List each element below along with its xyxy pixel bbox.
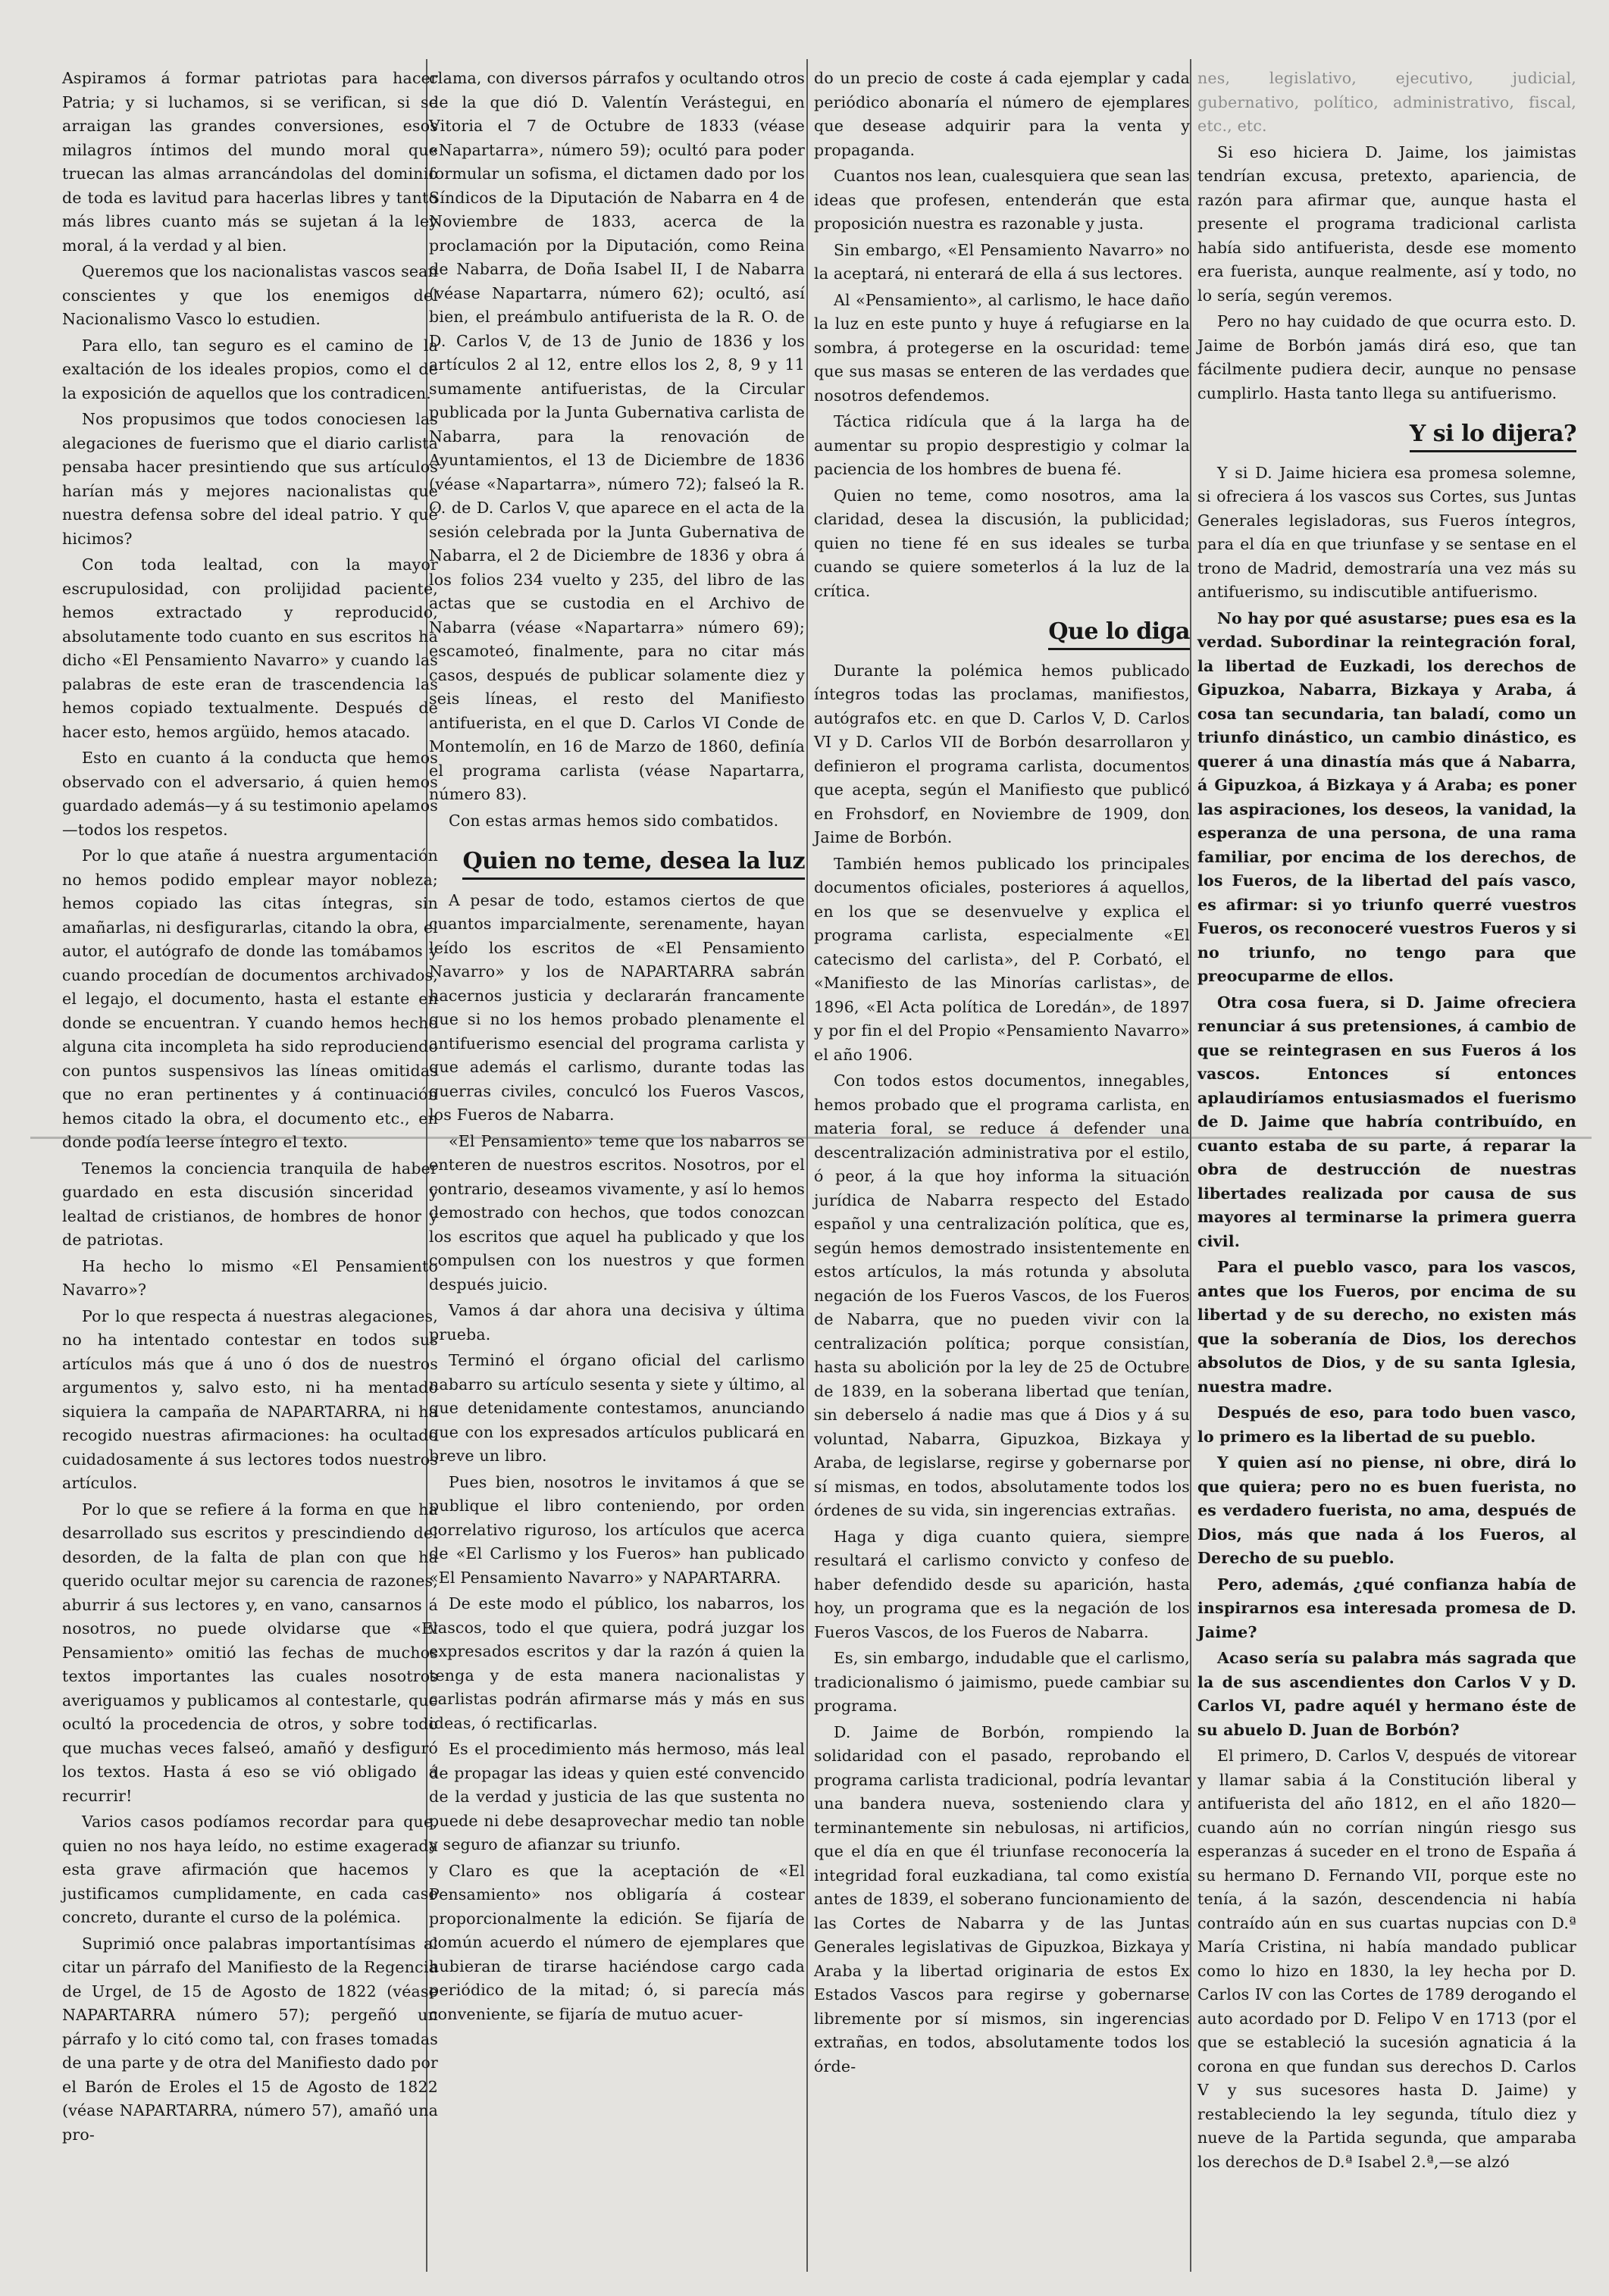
headline-text: Y si lo dijera? [1410,421,1576,452]
paragraph: nes, legislativo, ejecutivo, judicial, gubernativo, político, administrativo, fiscal, etc., etc. [1197,69,1576,135]
paragraph: También hemos publicado los principales documentos oficiales, posteriores á aquellos, en los que se desenvuelve y explica el programa carlista, especialmente «El catecismo del carlista», del P. Corbató, el «Manifiesto de las Minorías carlistas», de 1896, «El Acta política de Loredán», de 1897 y por fin el del Propio «Pensamiento Navarro» el año 1906. [814,854,1190,1064]
paragraph: Terminó el órgano oficial del carlismo nabarro su artículo sesenta y siete y último, al que detenidamente contestamos, anunciando que con los expresados artículos publicará en breve un libro. [429,1351,805,1465]
section-headline [429,849,805,874]
paragraph: Por lo que atañe á nuestra argumentación no hemos podido emplear mayor nobleza; hemos copiado las citas íntegras, sin amañarlas, ni desfigurarlas, citando la obra, el autor, el autógrafo de donde las tomábamos y cuando procedían de documentos archivados, el legajo, el documento, hasta el estante en donde se encuentran. Y cuando hemos hecho alguna cita incompleta ha sido reproduciendo con puntos suspensivos las líneas omitidas que no eran pertinentes y á continuación hemos citado la obra, el documento etc., en donde podía leerse íntegro el texto. [62,846,438,1151]
paragraph: Ha hecho lo mismo «El Pensamiento Navarro»? [62,1256,438,1299]
paragraph: Quien no teme, como nosotros, ama la claridad, desea la discusión, la publicidad; quien no tiene fé en sus ideales se turba cuando se quiere someterlos á la luz de la crítica. [814,486,1190,600]
paragraph: Suprimió once palabras importantísimas al citar un párrafo del Manifiesto de la Regencia de Urgel, de 15 de Agosto de 1822 (véase NAPARTARRA número 57); pergeñó un párrafo y lo citó como tal, con frases tomadas de una parte y de otra del Manifiesto dado por el Barón de Eroles el 15 de Agosto de 1822 (véase NAPARTARRA, número 57), amañó una pro- [62,1934,438,2144]
paragraph: Vamos á dar ahora una decisiva y última prueba. [429,1301,805,1344]
column-rule [1190,59,1191,2272]
paragraph: Por lo que se refiere á la forma en que ha desarrollado sus escritos y prescindiendo del desorden, de la falta de plan con que ha querido ocultar mejor su carencia de razones, aburrir á sus lectores y, en vano, cansarnos á nosotros, no puede olvidarse que «El Pensamiento» omitió las fechas de muchos textos importantes las cuales nosotros averiguamos y publicamos al contestarle, que ocultó la procedencia de otros, y sobre todo que muchas veces falseó, amañó y desfiguró los textos. Hasta á eso se vió obligado á recurrir! [62,1500,438,1805]
column-2 [429,67,805,2029]
paragraph: Varios casos podíamos recordar para que, quien no nos haya leído, no estime exagerada esta grave afirmación que hacemos y justificamos cumplidamente, en cada caso concreto, durante el curso de la polémica. [62,1813,438,1926]
paragraph: Táctica ridícula que á la larga ha de aumentar su propio desprestigio y colmar la paciencia de los hombres de buena fé. [814,412,1190,478]
paragraph: Y si D. Jaime hiciera esa promesa solemne, si ofreciera á los vascos sus Cortes, sus Juntas Generales legisladoras, sus Fueros íntegros, para el día en que triunfase y se sentase en el trono de Madrid, demostraría una vez más su antifuerismo, su indiscutible antifuerismo. [1197,463,1576,601]
headline-text: Quien no teme, desea la luz [462,848,805,880]
paragraph: Para ello, tan seguro es el camino de la exaltación de los ideales propios, como el de la exposición de aquellos que los contradicen. [62,336,438,402]
paragraph: Con estas armas hemos sido combatidos. [449,811,779,830]
paragraph: clama, con diversos párrafos y ocultando otros de la que dió D. Valentín Verástegui, en Vitoria el 7 de Octubre de 1833 (véase «Napartarra», número 59); ocultó para poder formular un sofisma, el dictamen dado por los Síndicos de la Diputación de Nabarra en 4 de Noviembre de 1833, acerca de la proclamación por la Diputación, como Reina de Nabarra, de Doña Isabel II, I de Nabarra (véase Napartarra, número 62); ocultó, así bien, el preámbulo antifuerista de la R. O. de D. Carlos V, de 13 de Junio de 1836 y los artículos 2 al 12, entre ellos los 2, 8, 9 y 11 sumamente antifueristas, de la Circular publicada por la Junta Gubernativa carlista de Nabarra, para la renovación de Ayuntamientos, el 13 de Diciembre de 1836 (véase «Napartarra», número 72); falseó la R. O. de D. Carlos V, que aparece en el acta de la sesión celebrada por la Junta Gubernativa de Nabarra, el 2 de Diciembre de 1836 y obra á los folios 234 vuelto y 235, del libro de las actas que se custodia en el Archivo de Nabarra (véase «Napartarra» número 69); escamoteó, finalmente, para no citar más casos, después de publicar solamente diez y seis líneas, el resto del Manifiesto antifuerista, en el que D. Carlos VI Conde de Montemolín, en 16 de Marzo de 1860, definía el programa carlista (véase Napartarra, número 83). [429,69,805,803]
paragraph: Durante la polémica hemos publicado íntegros todas las proclamas, manifiestos, autógrafos etc. en que D. Carlos V, D. Carlos VI y D. Carlos VII de Borbón desarrollaron y definieron el programa carlista, documentos que acepta, según el Manifiesto que publicó en Frohsdorf, en Noviembre de 1909, don Jaime de Borbón. [814,661,1190,846]
paragraph: Nos propusimos que todos conociesen las alegaciones de fuerismo que el diario carlista pensaba hacer presintiendo que sus artículos harían más y mejores nacionalistas que nuestra defensa sobre del ideal patrio. Y qué hicimos? [62,410,438,548]
column-rule [806,59,808,2272]
column-3 [814,67,1190,2081]
paragraph: Cuantos nos lean, cualesquiera que sean las ideas que profesen, entenderán que esta proposición nuestra es razonable y justa. [814,167,1190,233]
paragraph: Claro es que la aceptación de «El Pensamiento» nos obligaría á costear proporcionalmente la edición. Se fijaría de común acuerdo el número de ejemplares que hubieran de tirarse haciéndose cargo cada periódico de la mitad; ó, si parecía más conveniente, se fijaría de mutuo acuer- [429,1861,805,2023]
paragraph: Pero, además, ¿qué confianza había de inspirarnos esa interesada promesa de D. Jaime? [1197,1575,1576,1641]
paragraph: Pero no hay cuidado de que ocurra esto. D. Jaime de Borbón jamás dirá eso, que tan fácilmente pudiera decir, aunque no pensase cumplirlo. Hasta tanto llega su antifuerismo. [1197,312,1576,402]
paragraph: Queremos que los nacionalistas vascos sean conscientes y que los enemigos del Nacionalismo Vasco lo estudien. [62,262,438,328]
paragraph: Sin embargo, «El Pensamiento Navarro» no la aceptará, ni enterará de ella á sus lectores. [814,240,1190,283]
headline-text: Que lo diga [1048,618,1190,650]
paragraph: D. Jaime de Borbón, rompiendo la solidaridad con el pasado, reprobando el programa carlista tradicional, podría levantar una bandera nueva, sosteniendo clara y terminantemente sin nebulosas, ni artificios, que el día en que él triunfase reconocería la integridad foral euzkadiana, tal como existía antes de 1839, el soberano funcionamiento de las Cortes de Nabarra y de las Juntas Generales legislativas de Gipuzkoa, Bizkaya y Araba y la libertad originaria de estos Ex Estados Vascos para regirse y gobernarse libremente por sí mismos, sin ingerencias extrañas, en todos, absolutamente todos los órde- [814,1722,1190,2075]
paragraph: Por lo que respecta á nuestras alegaciones, no ha intentado contestar en todos sus artículos más que á uno ó dos de nuestros argumentos y, salvo esto, ni ha mentado siquiera la campaña de NAPARTARRA, ni ha recogido nuestras afirmaciones: ha ocultado cuidadosamente á sus lectores todos nuestros artículos. [62,1306,438,1492]
paragraph: Aspiramos á formar patriotas para hacer Patria; y si luchamos, si se verifican, si se arraigan las grandes conversiones, esos milagros íntimos del mundo moral que truecan las almas arrancándolas del dominio de toda es lavitud para hacerlas libres y tanto más libres cuanto más se sujetan á la ley moral, á la verdad y al bien. [62,69,438,255]
section-headline [1197,422,1576,446]
paragraph: Con todos estos documentos, innegables, hemos probado que el programa carlista, en materia foral, se reduce á defender una descentralización administrativa por el estilo, ó peor, á la que hoy informa la situación jurídica de Nabarra respecto del Estado español y una centralización política, que es, según hemos demostrado insistentemente en estos artículos, la más rotunda y absoluta negación de los Fueros Vascos, de los Fueros de Nabarra, que no pueden vivir con la centralización política; porque consistían, hasta su abolición por la ley de 25 de Octubre de 1839, en la soberana libertad que tenían, sin deberselo á nadie mas que á Dios y á su voluntad, Nabarra, Gipuzkoa, Bizkaya y Araba, de legislarse, regirse y gobernarse por sí mismas, en todos, absolutamente todos los órdenes de su vida, sin ingerencias extrañas. [814,1071,1190,1519]
column-4 [1197,67,1576,2176]
section-headline [814,620,1190,644]
paragraph: Es, sin embargo, indudable que el carlismo, tradicionalismo ó jaimismo, puede cambiar su programa. [814,1649,1190,1715]
paragraph: Si eso hiciera D. Jaime, los jaimistas tendrían excusa, pretexto, apariencia, de razón para afirmar que, aunque hasta el presente el programa tradicional carlista había sido antifuerista, desde ese momento era fuerista, aunque realmente, así y todo, no lo sería, según veremos. [1197,142,1576,305]
paragraph: No hay por qué asustarse; pues esa es la verdad. Subordinar la reintegración foral, la libertad de Euzkadi, los derechos de Gipuzkoa, Nabarra, Bizkaya y Araba, á cosa tan secundaria, tan baladí, como un triunfo dinástico, un cambio dinástico, es querer á una dinastía más que á Nabarra, á Gipuzkoa, á Bizkaya y á Araba; es poner las aspiraciones, los deseos, la vanidad, la esperanza de una persona, de una rama familiar, por encima de los derechos, de los Fueros, de la libertad del país vasco, es afirmar: si yo triunfo querré vuestros Fueros, os reconoceré vuestros Fueros y si no triunfo, no tengo para que preocuparme de ellos. [1197,608,1576,985]
paragraph: Al «Pensamiento», al carlismo, le hace daño la luz en este punto y huye á refugiarse en la sombra, á protegerse en la oscuridad: teme que sus masas se enteren de las verdades que nosotros defendemos. [814,290,1190,405]
paragraph: Con toda lealtad, con la mayor escrupulosidad, con prolijidad paciente, hemos extractado y reproducido, absolutamente todo cuanto en sus escritos ha dicho «El Pensamiento Navarro» y cuando las palabras de este eran de trascendencia las hemos copiado textualmente. Después de hacer esto, hemos argüido, hemos atacado. [62,555,438,741]
paragraph: El primero, D. Carlos V, después de vitorear y llamar sabia á la Constitución liberal y antifuerista del año 1812, en el año 1820—cuando aún no corrían ningún riesgo sus esperanzas á suceder en el trono de España á su hermano D. Fernando VII, porque este no tenía, á la sazón, descendencia ni había contraído aún en sus cuartas nupcias con D.ª María Cristina, ni había mandado publicar como lo hizo en 1830, la ley hecha por D. Carlos IV con las Cortes de 1789 derogando el auto acordado por D. Felipo V en 1713 (por el que se estableció la sucesión agnaticia á la corona en que fundan sus derechos D. Carlos V y sus sucesores hasta D. Jaime) y restableciendo la ley segunda, título diez y nueve de la Partida segunda, que amparaba los derechos de D.ª Isabel 2.ª,—se alzó [1197,1747,1576,2171]
paragraph: Otra cosa fuera, si D. Jaime ofreciera renunciar á sus pretensiones, á cambio de que se reintegrasen en sus Fueros á los vascos. Entonces sí entonces aplaudiríamos entusiasmados el fuerismo de D. Jaime que habría contribuído, en cuanto estaba de su parte, á reparar la obra de destrucción de nuestras libertades realizada por causa de sus mayores al terminarse la primera guerra civil. [1197,993,1576,1250]
paragraph: Es el procedimiento más hermoso, más leal de propagar las ideas y quien esté convencido de la verdad y justicia de las que sustenta no puede ni debe desaprovechar medio tan noble y seguro de afianzar su triunfo. [429,1740,805,1853]
paragraph: Pues bien, nosotros le invitamos á que se publique el libro conteniendo, por orden correlativo riguroso, los artículos que acerca de «El Carlismo y los Fueros» han publicado «El Pensamiento Navarro» y NAPARTARRA. [429,1472,805,1587]
paragraph: Tenemos la conciencia tranquila de haber guardado en esta discusión sinceridad y lealtad de cristianos, de hombres de honor y de patriotas. [62,1159,438,1249]
paragraph: Acaso sería su palabra más sagrada que la de sus ascendientes don Carlos V y D. Carlos VI, padre aquél y hermano éste de su abuelo D. Juan de Borbón? [1197,1649,1576,1739]
paragraph: Haga y diga cuanto quiera, siempre resultará el carlismo convicto y confeso de haber defendido desde su aparición, hasta hoy, un programa que es la negación de los Fueros Vascos, de los Fueros de Nabarra. [814,1527,1190,1641]
paragraph: do un precio de coste á cada ejemplar y cada periódico abonaría el número de ejemplares que desease adquirir para la venta y propaganda. [814,69,1190,159]
paragraph: A pesar de todo, estamos ciertos de que cuantos imparcialmente, serenamente, hayan leído los escritos de «El Pensamiento Navarro» y los de NAPARTARRA sabrán hacernos justicia y declararán francamente que si no los hemos probado plenamente el antifuerismo esencial del programa carlista y que además el carlismo, durante todas las guerras civiles, conculcó los Fueros Vascos, los Fueros de Nabarra. [429,890,805,1124]
paragraph: Esto en cuanto á la conducta que hemos observado con el adversario, á quien hemos guardado además—y á su testimonio apelamos—todos los respetos. [62,749,438,839]
paragraph: Y quien así no piense, ni obre, dirá lo que quiera; pero no es buen fuerista, no es verdadero fuerista, no ama, después de Dios, más que nada á los Fueros, al Derecho de su pueblo. [1197,1453,1576,1567]
paragraph: Para el pueblo vasco, para los vascos, antes que los Fueros, por encima de su libertad y de su derecho, no existen más que la soberanía de Dios, los derechos absolutos de Dios, y de su santa Iglesia, nuestra madre. [1197,1258,1576,1396]
paragraph: Después de eso, para todo buen vasco, lo primero es la libertad de su pueblo. [1197,1403,1576,1446]
paragraph: «El Pensamiento» teme que los nabarros se enteren de nuestros escritos. Nosotros, por el contrario, deseamos vivamente, y así lo hemos demostrado con hechos, que todos conozcan los escritos que aquel ha publicado y que los compulsen con los nuestros y que formen después juicio. [429,1131,805,1293]
paragraph: De este modo el público, los nabarros, los vascos, todo el que quiera, podrá juzgar los expresados escritos y dar la razón á quien la tenga y de esta manera nacionalistas y carlistas podrán afirmarse más y más en sus ideas, ó rectificarlas. [429,1594,805,1732]
column-1 [62,67,438,2149]
